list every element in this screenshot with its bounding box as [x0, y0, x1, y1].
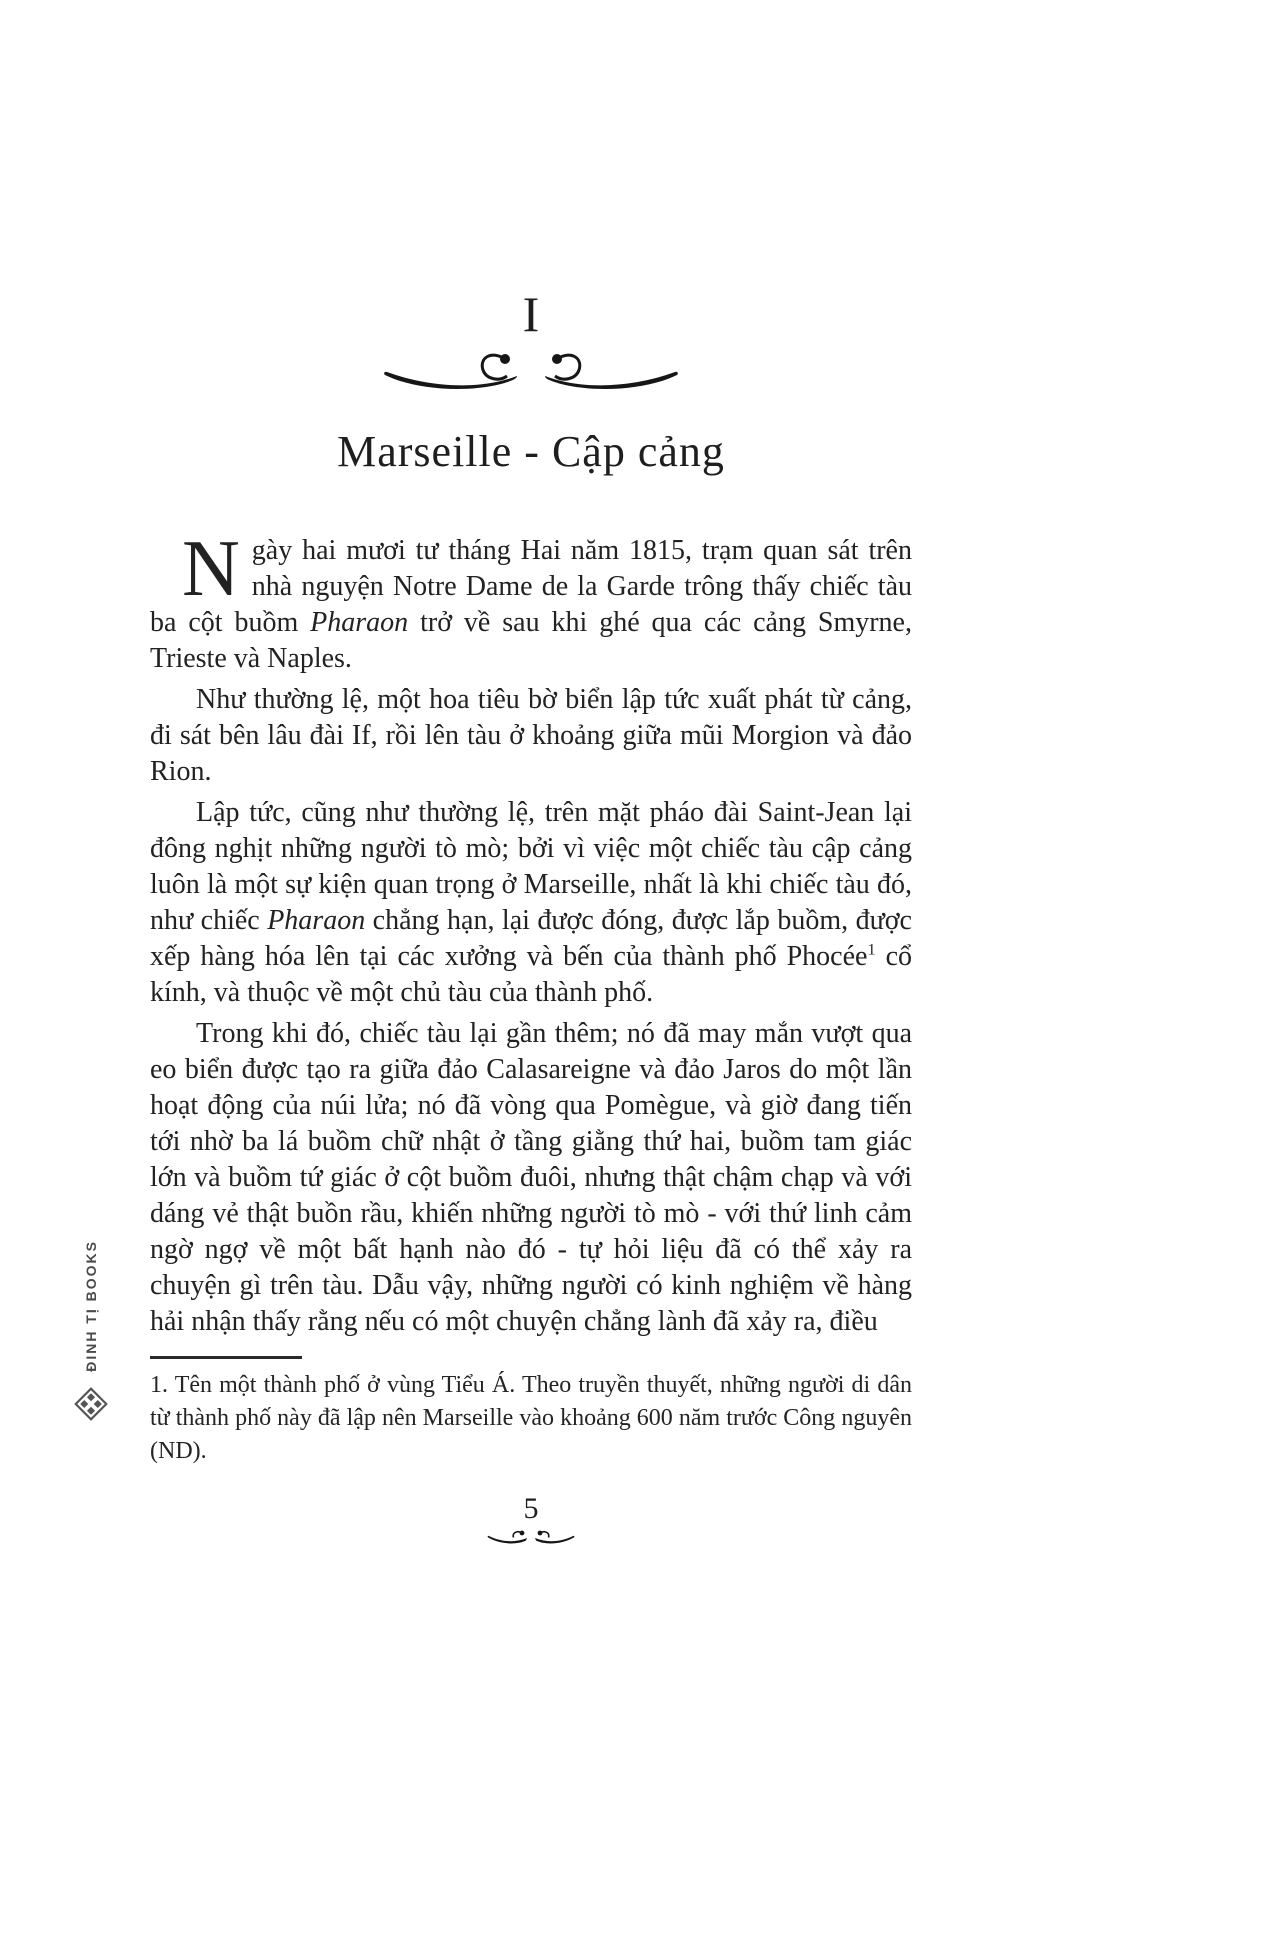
text-run: Trong khi đó, chiếc tàu lại gần thêm; nó đã may mắn vượt qua eo biển được tạo ra giữa đảo Calasareigne và đảo Jaros do một lần hoạt động của núi lửa; nó đã vòng qua Pomègue, và giờ đang tiến tới nhờ ba lá buồm chữ nhật ở tầng giằng thứ hai, buồm tam giác lớn và buồm tứ giác ở cột buồm đuôi, nhưng thật chậm chạp và với dáng vẻ thật buồn rầu, khiến những người tò mò - với thứ linh cảm ngờ ngợ về một bất hạnh nào đó - tự hỏi liệu đã có thể xảy ra chuyện gì trên tàu. Dẫu vậy, những người có kinh nghiệm về hàng hải nhận thấy rằng nếu có một chuyện chẳng lành đã xảy ra, điều [150, 1018, 912, 1337]
italic-text-run: Pharaon [267, 905, 366, 936]
publisher-mark [66, 1240, 116, 1427]
paragraph [150, 1016, 912, 1340]
drop-cap: N [182, 525, 240, 613]
paragraph [150, 525, 912, 677]
text-run: gày hai mươi tư tháng Hai năm 1815, trạm quan sát trên nhà nguyện Notre Dame de la Garde trông thấy chiếc tàu ba cột buồm [150, 535, 912, 638]
text-run: Lập tức, cũng như thường lệ, trên mặt pháo đài Saint-Jean lại đông nghịt những người tò mò; bởi vì việc một chiếc tàu cập cảng luôn là một sự kiện quan trọng ở Marseille, nhất là khi chiếc tàu đó, như chiếc [150, 797, 912, 936]
text-run: cổ kính, và thuộc về một chủ tàu của thành phố. [150, 941, 912, 1008]
paragraph [150, 795, 912, 1011]
chapter-title: Marseille - Cập cảng [337, 427, 725, 476]
diamond-ornament-icon [73, 1386, 109, 1427]
italic-text-run: Pharaon [310, 607, 409, 638]
text-run: Như thường lệ, một hoa tiêu bờ biển lập tức xuất phát từ cảng, đi sát bên lâu đài If, rồi lên tàu ở khoảng giữa mũi Morgion và đảo Rion. [150, 684, 912, 787]
footnote-divider [150, 1356, 302, 1359]
page-content [150, 0, 912, 1551]
body-text [150, 525, 912, 1340]
calligraphic-flourish-icon [150, 346, 912, 397]
page-number: 5 [523, 1492, 539, 1525]
footnote: 1. Tên một thành phố ở vùng Tiểu Á. Theo truyền thuyết, những người di dân từ thành phố này đã lập nên Marseille vào khoảng 600 năm trước Công nguyên (ND). [150, 1372, 912, 1464]
paragraph [150, 682, 912, 790]
text-run: trở về sau khi ghé qua các cảng Smyrne, Trieste và Naples. [150, 607, 912, 674]
text-run: chẳng hạn, lại được đóng, được lắp buồm, được xếp hàng hóa lên tại các xưởng và bến của thành phố Phocée [150, 905, 912, 972]
publisher-name: ĐINH TỊ BOOKS [83, 1240, 99, 1372]
small-flourish-icon [150, 1528, 912, 1551]
chapter-number: I [522, 286, 540, 342]
footnote-reference: 1 [867, 940, 876, 959]
